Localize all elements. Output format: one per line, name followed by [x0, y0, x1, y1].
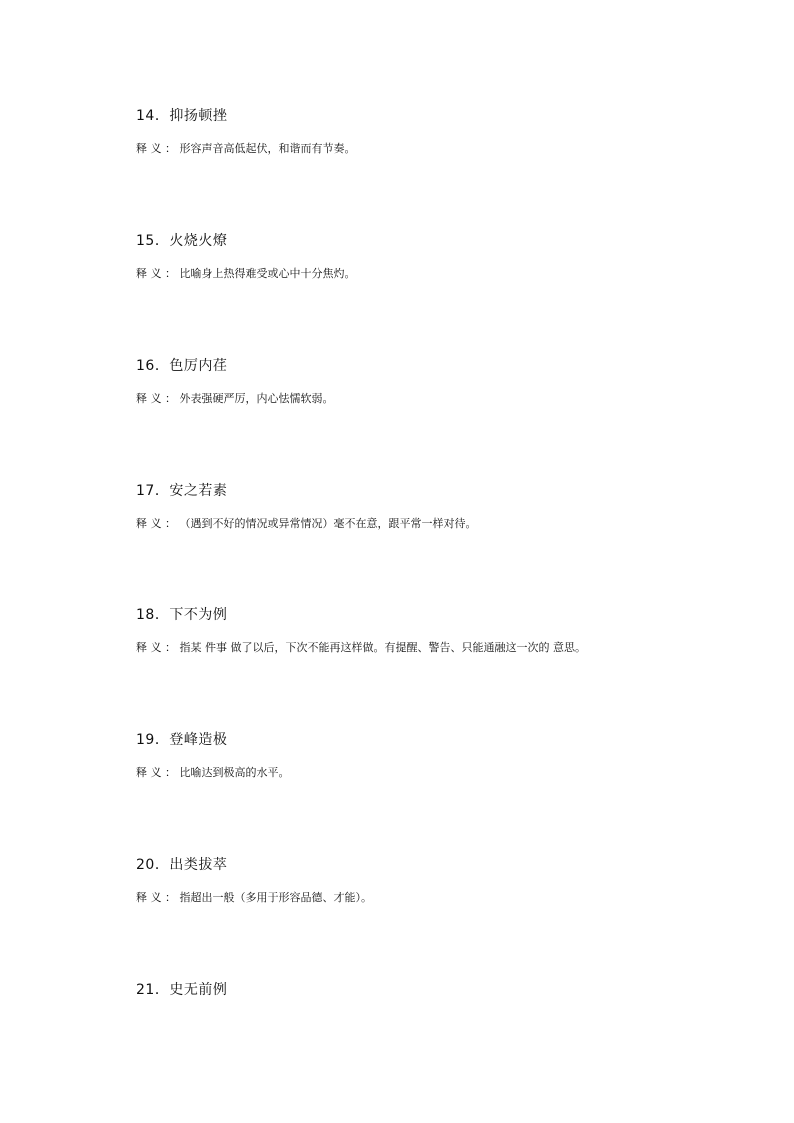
idiom-definition: 释 义 ： 指超出一般（多用于形容品德、才能）。: [136, 891, 372, 904]
idiom-definition: 释 义 ： 指某 件事 做了以后，下次不能再这样做。有提醒、警告、只能通融这一次的 意思。: [136, 641, 586, 654]
idiom-entry: [136, 232, 756, 281]
idiom-entry: [136, 606, 756, 655]
idiom-title: 16．色厉内荏: [136, 358, 228, 374]
idiom-entry: [136, 856, 756, 905]
idiom-title: 20．出类拔萃: [136, 857, 228, 873]
idiom-title: 17．安之若素: [136, 483, 228, 499]
idiom-definition: 释 义 ： 比喻达到极高的水平。: [136, 766, 290, 779]
idiom-entry: [136, 482, 756, 531]
idiom-entry: [136, 981, 756, 999]
idiom-title: 18．下不为例: [136, 607, 228, 623]
idiom-definition: 释 义 ： 比喻身上热得难受或心中十分焦灼。: [136, 267, 356, 280]
idiom-entry: [136, 107, 756, 156]
idiom-definition: 释 义 ： 形容声音高低起伏，和谐而有节奏。: [136, 142, 356, 155]
idiom-entry: [136, 357, 756, 406]
idiom-entry: [136, 731, 756, 780]
idiom-title: 21．史无前例: [136, 982, 228, 998]
idiom-definition: 释 义 ： 外表强硬严厉，内心怯懦软弱。: [136, 392, 334, 405]
idiom-title: 19．登峰造极: [136, 732, 228, 748]
idiom-title: 15．火烧火燎: [136, 233, 228, 249]
idiom-title: 14．抑扬顿挫: [136, 108, 228, 124]
idiom-definition: 释 义 ： （遇到不好的情况或异常情况）毫不在意，跟平常一样对待。: [136, 517, 477, 530]
